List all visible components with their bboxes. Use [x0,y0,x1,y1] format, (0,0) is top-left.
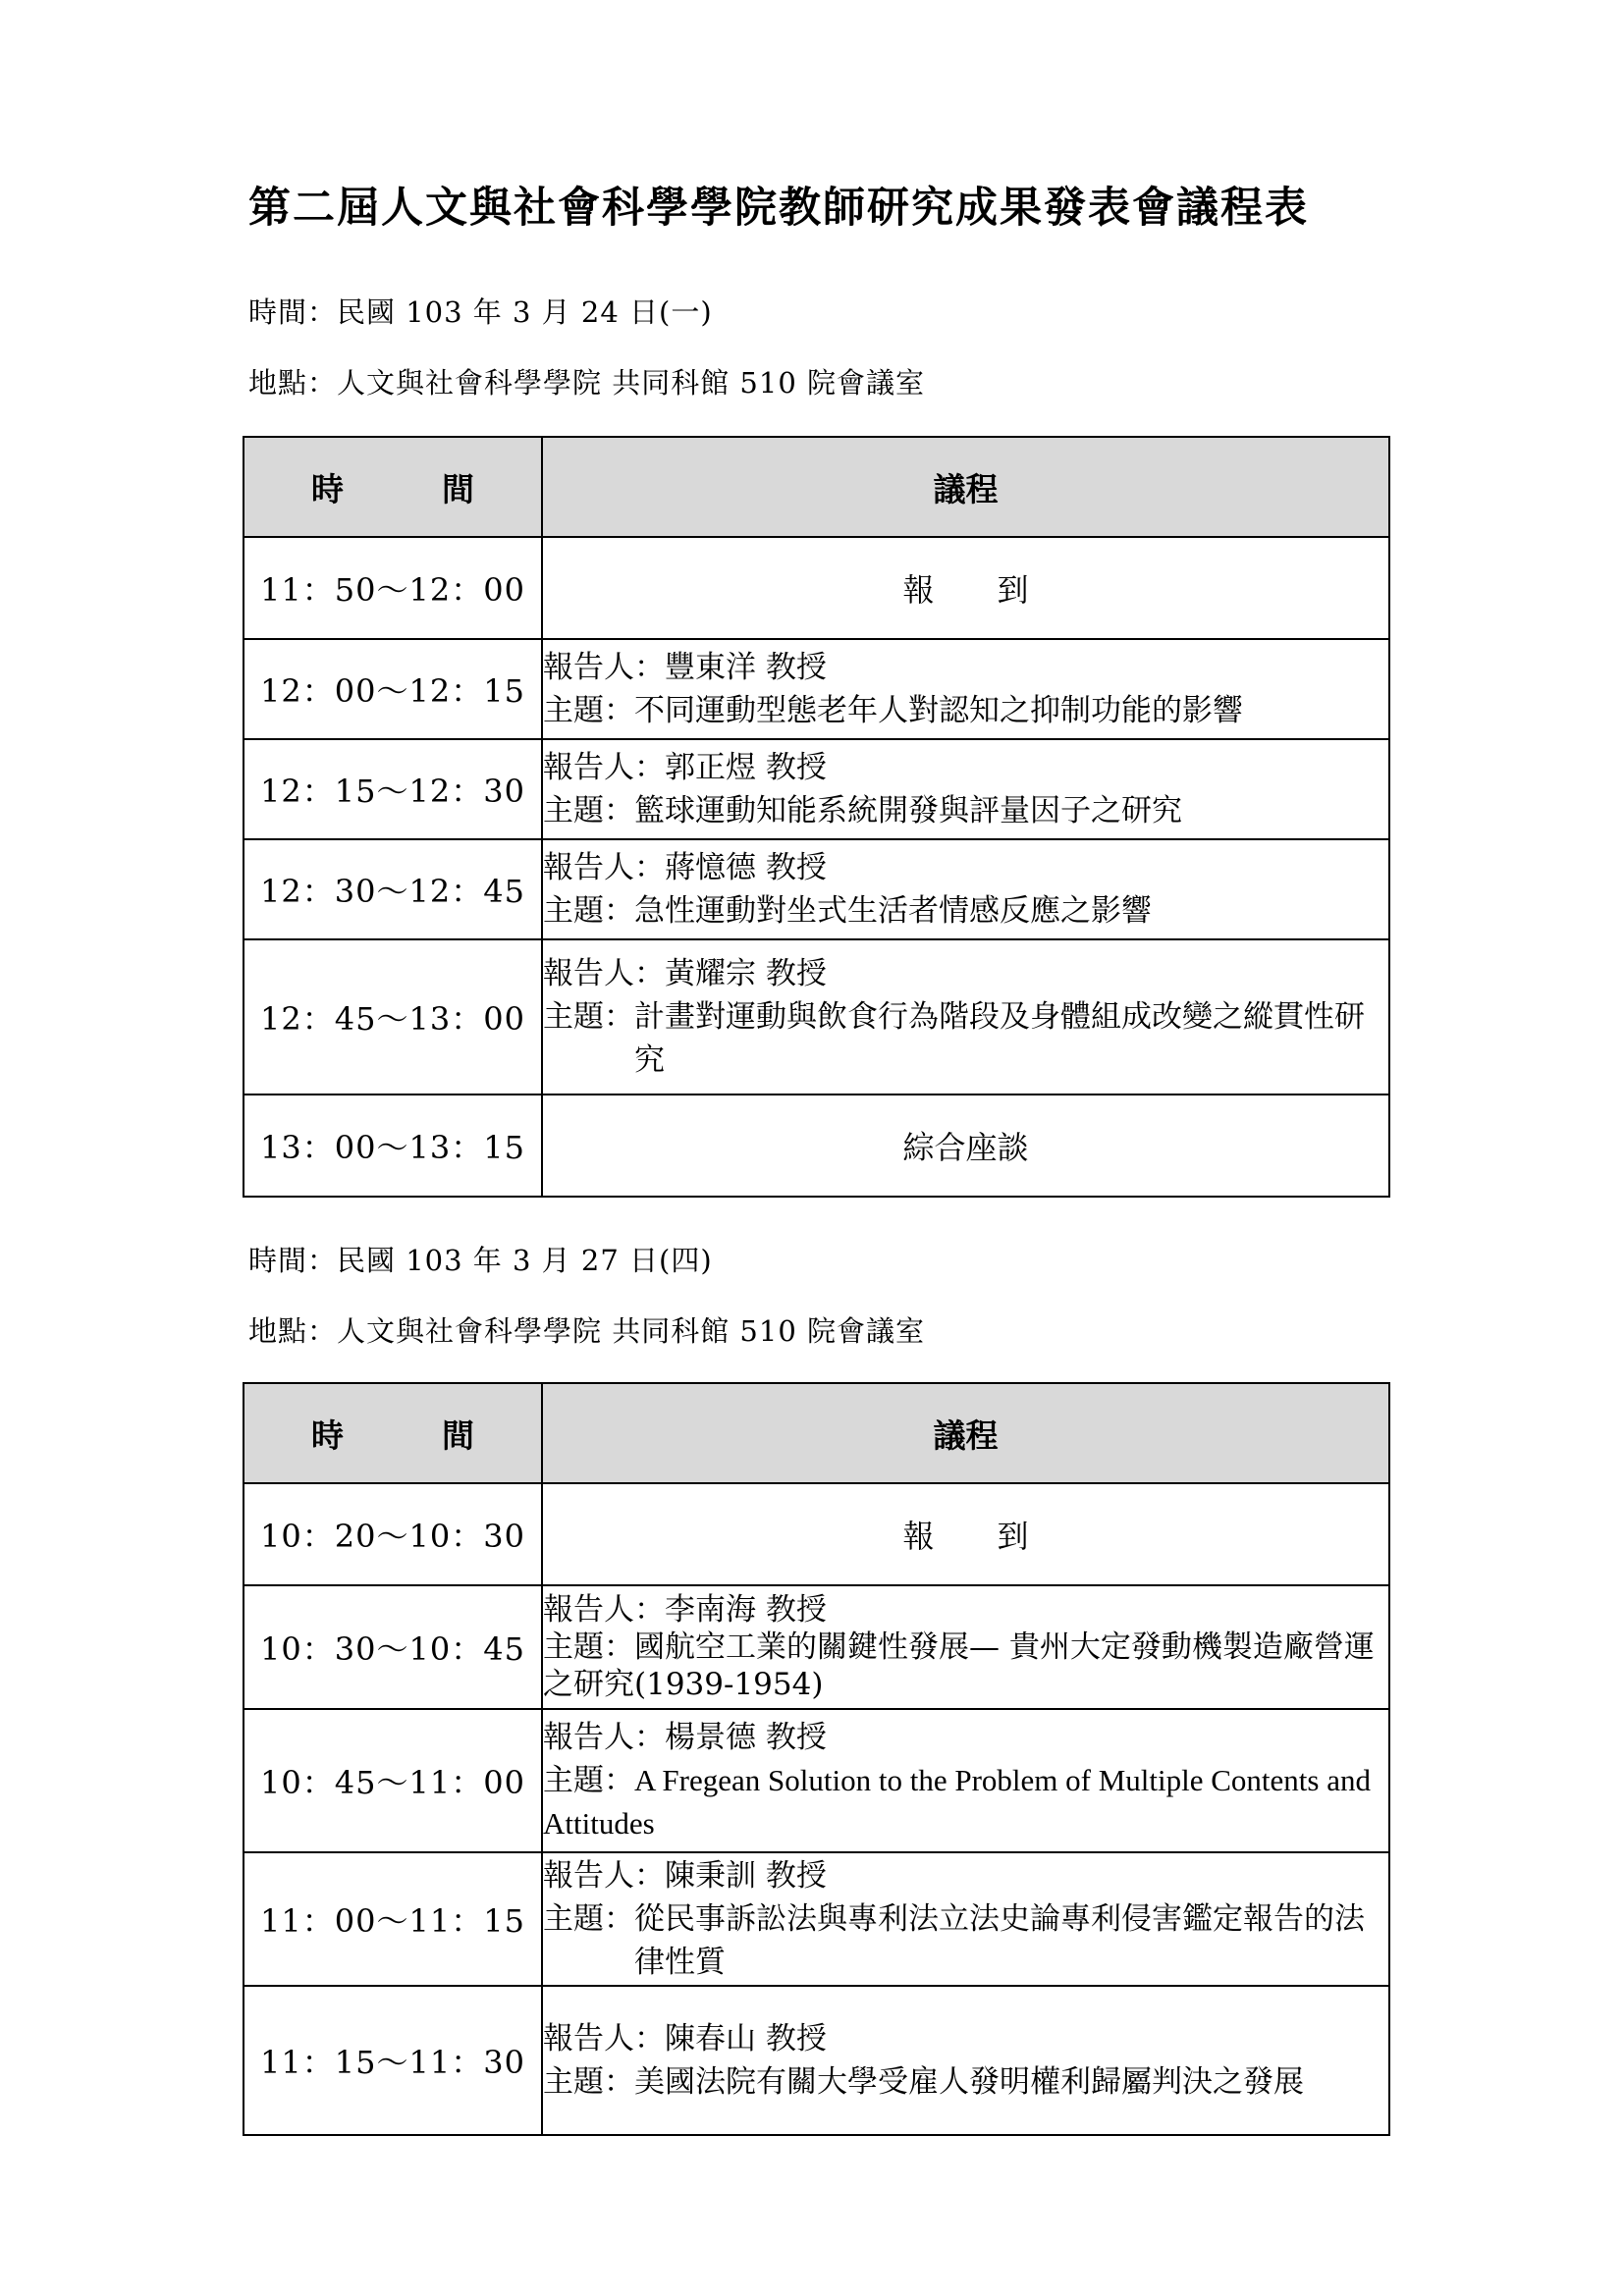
topic-label: 主題： [543,1629,634,1665]
topic-text: 急性運動對坐式生活者情感反應之影響 [634,893,1152,929]
reporter-line: 報告人：楊景德 教授 [543,1720,827,1755]
time-cell: 11：50～12：00 [244,537,542,639]
topic-text: A Fregean Solution to the Problem of Multiple Contents and Attitudes [543,1763,1371,1841]
time-cell: 11：00～11：15 [244,1852,542,1986]
reporter-line: 報告人：蔣憶德 教授 [543,850,827,885]
table-row [244,1852,1389,1986]
topic-text: 計畫對運動與飲食行為階段及身體組成改變之縱貫性研究 [634,999,1365,1078]
reporter-line: 報告人：李南海 教授 [543,1592,827,1628]
page-title: 第二屆人文與社會科學學院教師研究成果發表會議程表 [248,184,1309,233]
table-row [244,1709,1389,1852]
presentation-cell [542,1709,1389,1852]
topic-text: 籃球運動知能系統開發與評量因子之研究 [634,793,1182,828]
time-cell: 12：15～12：30 [244,739,542,839]
topic-label: 主題： [543,999,634,1035]
topic-text: 美國法院有關大學受雇人發明權利歸屬判決之發展 [634,2064,1304,2100]
topic-label: 主題： [543,1763,634,1798]
topic-line [543,995,1388,1082]
topic-line [543,1759,1388,1845]
topic-label: 主題： [543,2064,634,2100]
topic-line [543,789,1388,832]
panel-discussion-cell: 綜合座談 [542,1095,1389,1197]
presentation-cell [542,639,1389,739]
table-row [244,537,1389,639]
topic-line [543,1897,1388,1984]
topic-line [543,1629,1388,1703]
time-cell: 13：00～13：15 [244,1095,542,1197]
topic-label: 主題： [543,893,634,929]
table-row [244,839,1389,939]
agenda-column-header: 議程 [542,1383,1389,1483]
table-row [244,1095,1389,1197]
time-cell: 12：30～12：45 [244,839,542,939]
time-cell: 10：30～10：45 [244,1585,542,1709]
reporter-line: 報告人：黃耀宗 教授 [543,956,827,991]
table-row [244,1483,1389,1585]
session-2-place: 地點：人文與社會科學學院 共同科館 510 院會議室 [248,1314,926,1348]
presentation-cell [542,1986,1389,2135]
agenda-table-session-1 [243,436,1390,1198]
presentation-cell [542,1585,1389,1709]
reporter-line: 報告人：陳春山 教授 [543,2021,827,2056]
header-char: 時 [311,469,344,508]
table-row [244,1986,1389,2135]
topic-line [543,889,1388,933]
reporter-line: 報告人：陳秉訓 教授 [543,1858,827,1894]
presentation-cell [542,1852,1389,1986]
reporter-line: 報告人：豐東洋 教授 [543,650,827,685]
topic-line [543,2060,1388,2104]
header-char: 時 [311,1415,344,1455]
time-column-header [244,437,542,537]
topic-text: 不同運動型態老年人對認知之抑制功能的影響 [634,693,1243,728]
time-cell: 12：00～12：15 [244,639,542,739]
table-row [244,739,1389,839]
topic-label: 主題： [543,793,634,828]
header-char: 間 [442,1415,474,1455]
table-header-row [244,1383,1389,1483]
checkin-cell: 報 到 [542,1483,1389,1585]
topic-label: 主題： [543,1901,634,1937]
presentation-cell [542,739,1389,839]
presentation-cell [542,839,1389,939]
topic-line [543,689,1388,732]
header-char: 間 [442,469,474,508]
time-cell: 10：20～10：30 [244,1483,542,1585]
table-row [244,939,1389,1095]
reporter-line: 報告人：郭正煜 教授 [543,750,827,785]
time-cell: 12：45～13：00 [244,939,542,1095]
topic-label: 主題： [543,693,634,728]
agenda-table-session-2 [243,1382,1390,2136]
table-row [244,639,1389,739]
agenda-column-header: 議程 [542,437,1389,537]
time-cell: 10：45～11：00 [244,1709,542,1852]
session-1-place: 地點：人文與社會科學學院 共同科館 510 院會議室 [248,366,926,400]
session-1-time: 時間：民國 103 年 3 月 24 日(一) [248,295,713,329]
session-2-time: 時間：民國 103 年 3 月 27 日(四) [248,1244,713,1277]
time-column-header [244,1383,542,1483]
topic-text: 國航空工業的關鍵性發展— 貴州大定發動機製造廠營運之研究(1939-1954) [543,1629,1375,1702]
time-cell: 11：15～11：30 [244,1986,542,2135]
presentation-cell [542,939,1389,1095]
checkin-cell: 報 到 [542,537,1389,639]
table-row [244,1585,1389,1709]
table-header-row [244,437,1389,537]
topic-text: 從民事訴訟法與專利法立法史論專利侵害鑑定報告的法律性質 [634,1901,1365,1980]
